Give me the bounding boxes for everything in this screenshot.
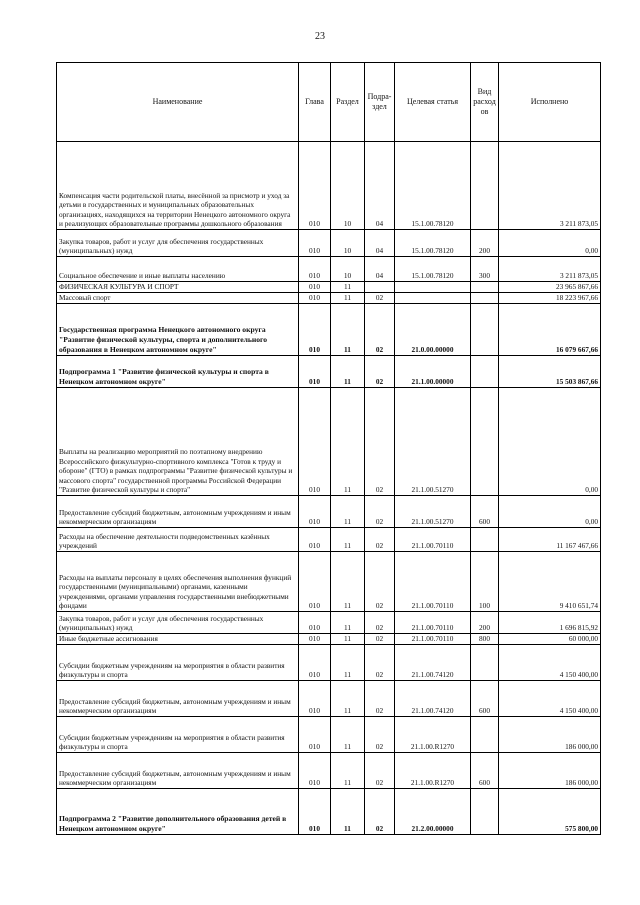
cell-vid [471,293,499,304]
cell-vid: 300 [471,257,499,282]
cell-amount: 3 211 873,05 [499,257,601,282]
cell-statya: 21.1.00.70110 [395,552,471,612]
cell-vid: 600 [471,753,499,789]
cell-glava: 010 [299,681,331,717]
table-row [57,304,601,356]
table-row [57,388,601,496]
cell-glava: 010 [299,753,331,789]
table-row [57,753,601,789]
budget-table [56,62,601,835]
cell-razdel: 11 [331,496,365,528]
cell-statya: 15.1.00.78120 [395,257,471,282]
cell-statya: 21.1.00.70110 [395,634,471,645]
column-header-vid: Вид расход ов [471,63,499,142]
cell-name: Расходы на выплаты персоналу в целях обеспечения выполнения функций государственными (муниципальными) органами, казенными учреждениями, органами управления государственными внебюджетными фондами [57,552,299,612]
cell-amount: 4 150 400,00 [499,681,601,717]
table-row [57,230,601,257]
table-row [57,496,601,528]
cell-amount: 4 150 400,00 [499,645,601,681]
column-header-glava: Глава [299,63,331,142]
column-header-statya: Целевая статья [395,63,471,142]
cell-vid [471,717,499,753]
cell-podrazdel: 02 [365,552,395,612]
cell-name: Предоставление субсидий бюджетным, автономным учреждениям и иным некоммерческим организациям [57,496,299,528]
cell-vid [471,356,499,388]
table-row [57,612,601,634]
cell-glava: 010 [299,552,331,612]
cell-amount: 3 211 873,05 [499,142,601,230]
cell-razdel: 11 [331,528,365,552]
cell-razdel: 11 [331,304,365,356]
cell-statya: 21.1.00.51270 [395,496,471,528]
cell-name: Компенсация части родительской платы, внесённой за присмотр и уход за детьми в государственных и муниципальных образовательных организациях, находящихся на территории Ненецкого автономного округа и реализующих образовательные программы дошкольного образования [57,142,299,230]
cell-podrazdel: 02 [365,634,395,645]
cell-razdel: 11 [331,634,365,645]
cell-razdel: 10 [331,257,365,282]
table-row [57,142,601,230]
table-body [57,142,601,835]
cell-podrazdel: 02 [365,717,395,753]
cell-statya: 21.1.00.74120 [395,645,471,681]
cell-podrazdel: 04 [365,230,395,257]
cell-name: Подпрограмма 2 "Развитие дополнительного образования детей в Ненецком автономном округе" [57,789,299,835]
table-row [57,293,601,304]
cell-vid [471,528,499,552]
cell-statya: 15.1.00.78120 [395,142,471,230]
cell-razdel: 11 [331,753,365,789]
table-row [57,282,601,293]
cell-statya: 15.1.00.78120 [395,230,471,257]
cell-podrazdel: 02 [365,681,395,717]
cell-vid: 200 [471,612,499,634]
cell-podrazdel: 02 [365,753,395,789]
cell-name: Субсидии бюджетным учреждениям на мероприятия в области развития физкультуры и спорта [57,717,299,753]
cell-statya: 21.1.00.00000 [395,356,471,388]
cell-amount: 11 167 467,66 [499,528,601,552]
cell-razdel: 11 [331,789,365,835]
cell-glava: 010 [299,293,331,304]
cell-name: Социальное обеспечение и иные выплаты населению [57,257,299,282]
cell-glava: 010 [299,304,331,356]
cell-glava: 010 [299,282,331,293]
cell-vid: 600 [471,681,499,717]
cell-podrazdel [365,282,395,293]
column-header-razdel: Раздел [331,63,365,142]
cell-podrazdel: 04 [365,257,395,282]
cell-podrazdel: 04 [365,142,395,230]
cell-name: ФИЗИЧЕСКАЯ КУЛЬТУРА И СПОРТ [57,282,299,293]
cell-razdel: 11 [331,388,365,496]
cell-vid: 600 [471,496,499,528]
table-row [57,528,601,552]
table-row [57,681,601,717]
cell-name: Закупка товаров, работ и услуг для обеспечения государственных (муниципальных) нужд [57,612,299,634]
cell-statya: 21.1.00.R1270 [395,753,471,789]
cell-vid: 800 [471,634,499,645]
cell-glava: 010 [299,388,331,496]
cell-name: Иные бюджетные ассигнования [57,634,299,645]
cell-vid: 200 [471,230,499,257]
table-row [57,552,601,612]
cell-amount: 60 000,00 [499,634,601,645]
cell-vid: 100 [471,552,499,612]
cell-amount: 0,00 [499,230,601,257]
cell-razdel: 11 [331,356,365,388]
cell-amount: 18 223 967,66 [499,293,601,304]
cell-name: Расходы на обеспечение деятельности подведомственных казённых учреждений [57,528,299,552]
cell-glava: 010 [299,496,331,528]
cell-statya [395,293,471,304]
cell-amount: 1 696 815,92 [499,612,601,634]
cell-razdel: 10 [331,230,365,257]
cell-vid [471,142,499,230]
table-row [57,645,601,681]
cell-glava: 010 [299,717,331,753]
cell-amount: 15 503 867,66 [499,356,601,388]
cell-razdel: 11 [331,293,365,304]
cell-razdel: 10 [331,142,365,230]
table-row [57,717,601,753]
cell-podrazdel: 02 [365,789,395,835]
cell-statya: 21.1.00.70110 [395,528,471,552]
cell-podrazdel: 02 [365,356,395,388]
cell-podrazdel: 02 [365,293,395,304]
cell-razdel: 11 [331,645,365,681]
cell-vid [471,789,499,835]
cell-glava: 010 [299,230,331,257]
cell-razdel: 11 [331,552,365,612]
cell-statya: 21.2.00.00000 [395,789,471,835]
cell-glava: 010 [299,645,331,681]
cell-razdel: 11 [331,681,365,717]
cell-amount: 186 000,00 [499,753,601,789]
cell-amount: 186 000,00 [499,717,601,753]
column-header-ispolneno: Исполнено [499,63,601,142]
table-row [57,634,601,645]
cell-podrazdel: 02 [365,612,395,634]
cell-vid [471,645,499,681]
cell-glava: 010 [299,528,331,552]
cell-statya: 21.0.00.00000 [395,304,471,356]
cell-amount: 9 410 651,74 [499,552,601,612]
cell-name: Выплаты на реализацию мероприятий по поэтапному внедрению Всероссийского физкультурно-спортивного комплекса "Готов к труду и обороне" (ГТО) в рамках подпрограммы "Развитие физической культуры и массового спорта" государственной программы Российской Федерации "Развитие физической культуры и спорта" [57,388,299,496]
column-header-podrazdel: Подраздел [365,63,395,142]
table-row [57,789,601,835]
cell-statya: 21.1.00.R1270 [395,717,471,753]
cell-vid [471,304,499,356]
cell-podrazdel: 02 [365,496,395,528]
cell-statya: 21.1.00.70110 [395,612,471,634]
column-header-name: Наименование [57,63,299,142]
table-header-row [57,63,601,142]
cell-name: Предоставление субсидий бюджетным, автономным учреждениям и иным некоммерческим организациям [57,681,299,717]
cell-vid [471,282,499,293]
cell-name: Субсидии бюджетным учреждениям на мероприятия в области развития физкультуры и спорта [57,645,299,681]
cell-razdel: 11 [331,612,365,634]
cell-name: Закупка товаров, работ и услуг для обеспечения государственных (муниципальных) нужд [57,230,299,257]
cell-statya: 21.1.00.74120 [395,681,471,717]
cell-razdel: 11 [331,282,365,293]
page-number: 23 [315,31,325,42]
cell-podrazdel: 02 [365,645,395,681]
cell-amount: 16 079 667,66 [499,304,601,356]
cell-amount: 0,00 [499,388,601,496]
table-row [57,356,601,388]
cell-glava: 010 [299,789,331,835]
cell-name: Государственная программа Ненецкого автономного округа "Развитие физической культуры, спорта и дополнительного образования в Ненецком автономном округе" [57,304,299,356]
cell-amount: 575 800,00 [499,789,601,835]
cell-glava: 010 [299,634,331,645]
cell-podrazdel: 02 [365,304,395,356]
cell-glava: 010 [299,142,331,230]
cell-amount: 23 965 867,66 [499,282,601,293]
cell-razdel: 11 [331,717,365,753]
cell-podrazdel: 02 [365,388,395,496]
cell-name: Подпрограмма 1 "Развитие физической культуры и спорта в Ненецком автономном округе" [57,356,299,388]
cell-name: Предоставление субсидий бюджетным, автономным учреждениям и иным некоммерческим организациям [57,753,299,789]
cell-podrazdel: 02 [365,528,395,552]
table-row [57,257,601,282]
cell-glava: 010 [299,612,331,634]
cell-glava: 010 [299,356,331,388]
cell-statya [395,282,471,293]
cell-vid [471,388,499,496]
cell-statya: 21.1.00.51270 [395,388,471,496]
cell-glava: 010 [299,257,331,282]
cell-amount: 0,00 [499,496,601,528]
cell-name: Массовый спорт [57,293,299,304]
